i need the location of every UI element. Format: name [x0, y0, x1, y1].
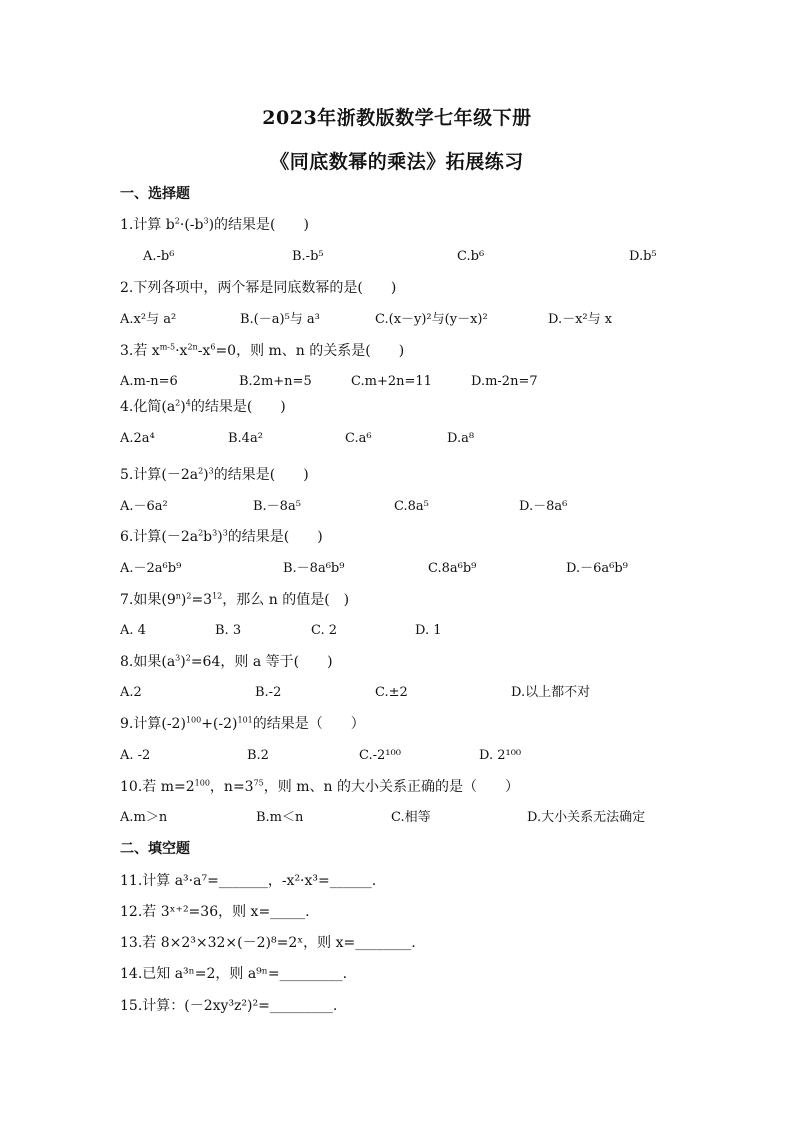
option-6d: D.－6a⁶b⁹ — [566, 561, 628, 576]
option-4a: A.2a⁴ — [120, 431, 155, 446]
option-9c: C.-2¹⁰⁰ — [359, 748, 401, 763]
option-1a: A.-b⁶ — [143, 249, 175, 264]
option-1c: C.b⁶ — [457, 249, 485, 264]
question-9: 9.计算$(-2)^{100}+(-2)^{101}$的结果是（ ） — [120, 715, 365, 732]
question-3: 3.若 $x^{m-5}\cdot x^{2n}-x^6=0$，则 m、n 的关系是( ) — [120, 342, 405, 359]
question-10: 10.若 $m=2^{100}$，$n=3^{75}$，则 m、n 的大小关系正确的是（ ） — [120, 778, 519, 795]
document-title: 2023年浙教版数学七年级下册 — [262, 107, 532, 129]
question-15: 15.计算：(－2xy³z²)²=_________. — [120, 998, 338, 1014]
option-5c: C.8a⁵ — [394, 499, 429, 514]
option-7a: A. 4 — [120, 623, 146, 638]
question-7: 7.如果$(9^n)^2=3^{12}$，那么 n 的值是( ) — [120, 591, 350, 608]
option-3a: A.m-n=6 — [120, 374, 178, 389]
option-2d: D.－x²与 x — [548, 312, 613, 327]
question-14: 14.已知 a³ⁿ=2，则 a⁹ⁿ=_________. — [120, 966, 348, 982]
option-8b: B.-2 — [255, 685, 282, 700]
question-2: 2.下列各项中，两个幂是同底数幂的是( ) — [120, 280, 397, 296]
question-8: 8.如果$(a^3)^2=64$，则 a 等于( ) — [120, 653, 333, 670]
option-4b: B.4a² — [228, 431, 263, 446]
option-10b: B.m＜n — [256, 810, 304, 825]
option-9a: A. -2 — [120, 748, 151, 763]
option-8a: A.2 — [120, 685, 142, 700]
option-5d: D.－8a⁶ — [519, 499, 568, 514]
option-9d: D. 2¹⁰⁰ — [479, 748, 522, 763]
option-7b: B. 3 — [215, 623, 242, 638]
option-4c: C.a⁶ — [345, 431, 372, 446]
option-5a: A.－6a² — [120, 499, 168, 514]
option-2c: C.(x－y)²与(y－x)² — [375, 312, 488, 327]
question-6: 6.计算$(-2a^2b^3)^3$的结果是( ) — [120, 528, 323, 545]
question-1: 1.计算 $b^2\cdot(-b^3)$的结果是( ) — [120, 216, 309, 233]
option-6c: C.8a⁶b⁹ — [428, 561, 477, 576]
question-4: 4.化简$(a^2)^4$的结果是( ) — [120, 398, 286, 415]
document-subtitle: 《同底数幂的乘法》拓展练习 — [270, 151, 524, 173]
option-3b: B.2m+n=5 — [239, 374, 312, 389]
section-heading-fill: 二、填空题 — [120, 841, 190, 857]
option-2a: A.x²与 a² — [120, 312, 177, 327]
option-10a: A.m＞n — [120, 810, 168, 825]
option-3c: C.m+2n=11 — [351, 374, 432, 389]
option-6b: B.－8a⁶b⁹ — [283, 561, 345, 576]
option-8c: C.±2 — [375, 685, 408, 700]
question-12: 12.若 3ˣ⁺²=36，则 x=_____. — [120, 904, 310, 920]
question-13: 13.若 8×2³×32×(－2)⁸=2ˣ，则 x=________. — [120, 935, 416, 951]
question-11: 11.计算 a³·a⁷=_______，-x²·x³=______. — [120, 873, 377, 889]
option-2b: B.(－a)⁵与 a³ — [240, 312, 320, 327]
option-1b: B.-b⁵ — [292, 249, 324, 264]
option-4d: D.a⁸ — [447, 431, 475, 446]
option-10c: C.相等 — [391, 810, 431, 825]
option-7d: D. 1 — [415, 623, 442, 638]
option-8d: D.以上都不对 — [511, 685, 591, 700]
option-9b: B.2 — [247, 748, 269, 763]
section-heading-choice: 一、选择题 — [120, 186, 190, 202]
option-6a: A.－2a⁶b⁹ — [120, 561, 182, 576]
option-5b: B.－8a⁵ — [253, 499, 301, 514]
option-7c: C. 2 — [311, 623, 338, 638]
option-10d: D.大小关系无法确定 — [527, 810, 646, 825]
option-3d: D.m-2n=7 — [471, 374, 538, 389]
question-5: 5.计算$(-2a^2)^3$的结果是( ) — [120, 466, 309, 483]
option-1d: D.b⁵ — [629, 249, 657, 264]
